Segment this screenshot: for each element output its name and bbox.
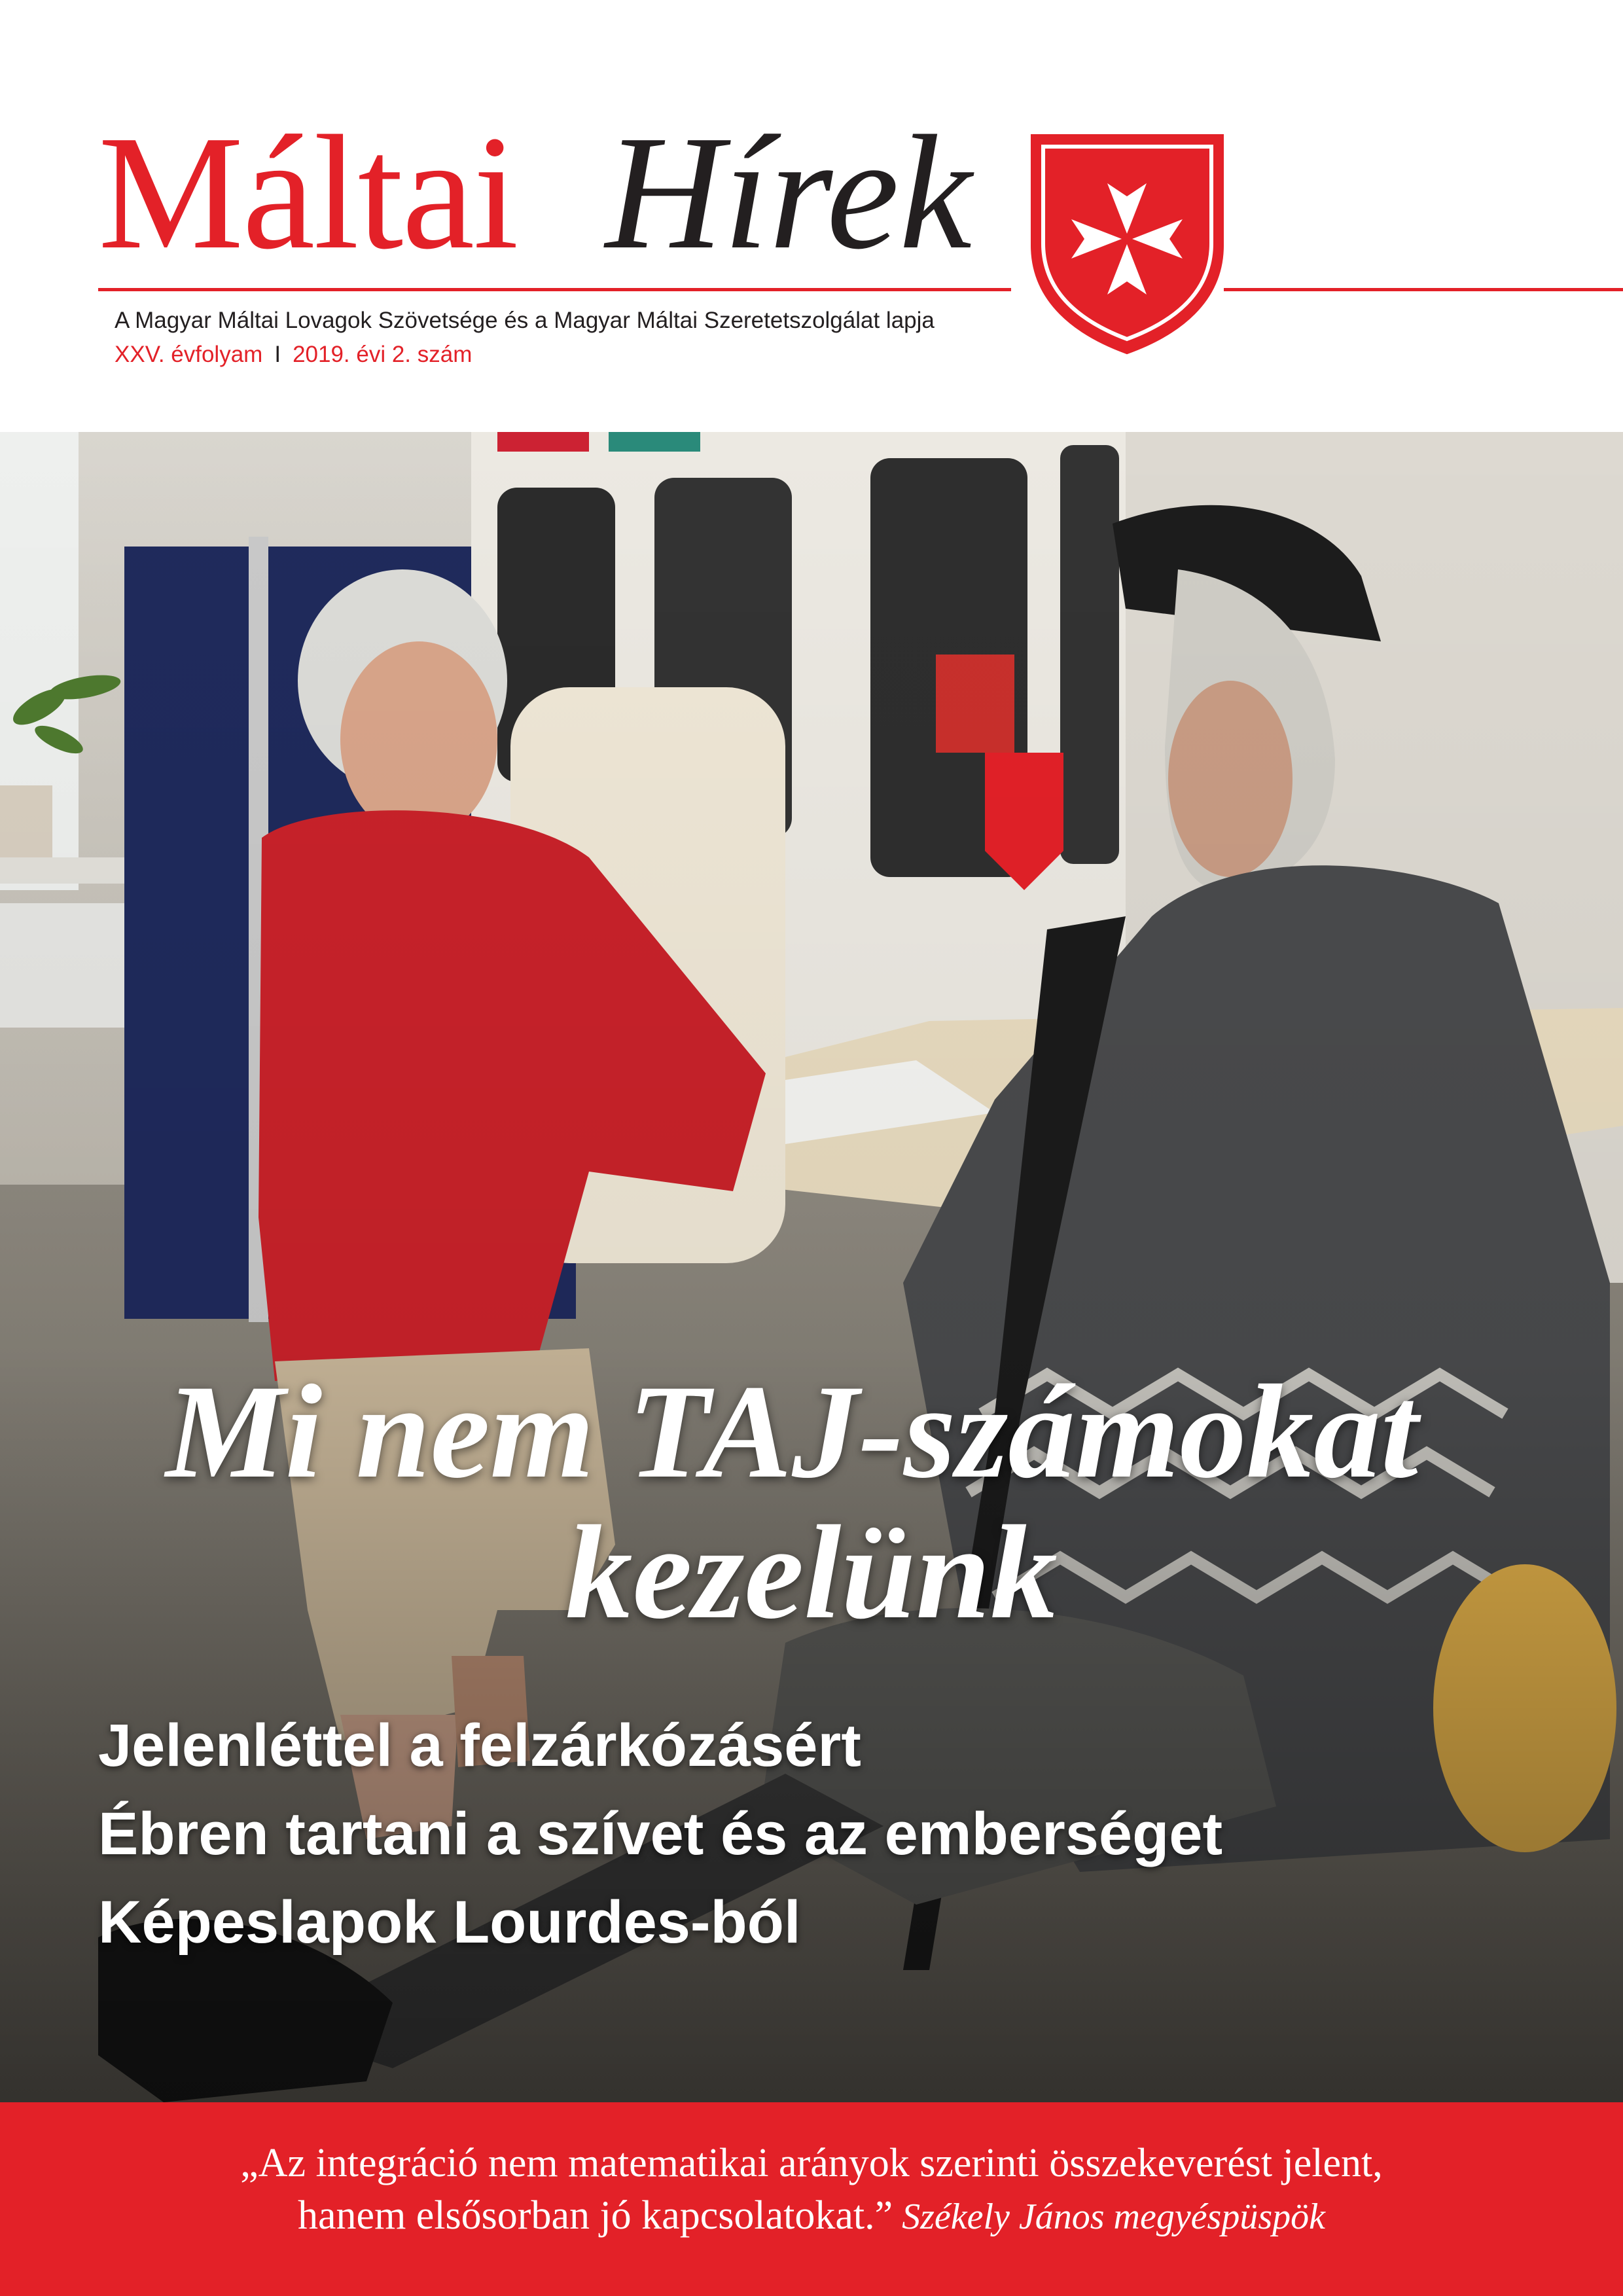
masthead-subtitle: A Magyar Máltai Lovagok Szövetsége és a Magyar Máltai Szeretetszolgálat lapja (115, 308, 935, 333)
masthead (0, 0, 1623, 432)
quote-line-1: „Az integráció nem matematikai arányok szerinti összekeverést jelent, (240, 2141, 1383, 2185)
headline-line-1: Mi nem TAJ-számokat (166, 1357, 1418, 1506)
maltese-cross-shield-icon (1027, 131, 1227, 357)
quote-line-2-row (0, 2189, 1623, 2243)
masthead-rule-right (1224, 288, 1623, 291)
teaser-item: Ébren tartani a szívet és az emberséget (98, 1801, 1223, 1867)
title-maltai: Máltai (98, 102, 518, 283)
footer-quote (0, 2137, 1623, 2243)
teaser-item: Képeslapok Lourdes-ból (98, 1889, 801, 1956)
teaser-item: Jelenléttel a felzárkózásért (98, 1712, 861, 1779)
headline-line-2: kezelünk (565, 1498, 1058, 1647)
issue-info (115, 342, 472, 368)
issue-separator: I (274, 342, 281, 367)
volume-label: XXV. évfolyam (115, 342, 263, 367)
issue-label: 2019. évi 2. szám (293, 342, 473, 367)
teaser-list (98, 1702, 1222, 1967)
quote-line-2: hanem elsősorban jó kapcsolatokat.” (298, 2193, 893, 2238)
quote-author: Székely János megyéspüspök (902, 2197, 1325, 2237)
masthead-rule-left (98, 288, 1011, 291)
cover-headline (0, 1357, 1623, 1647)
title-hirek: Hírek (605, 102, 972, 283)
